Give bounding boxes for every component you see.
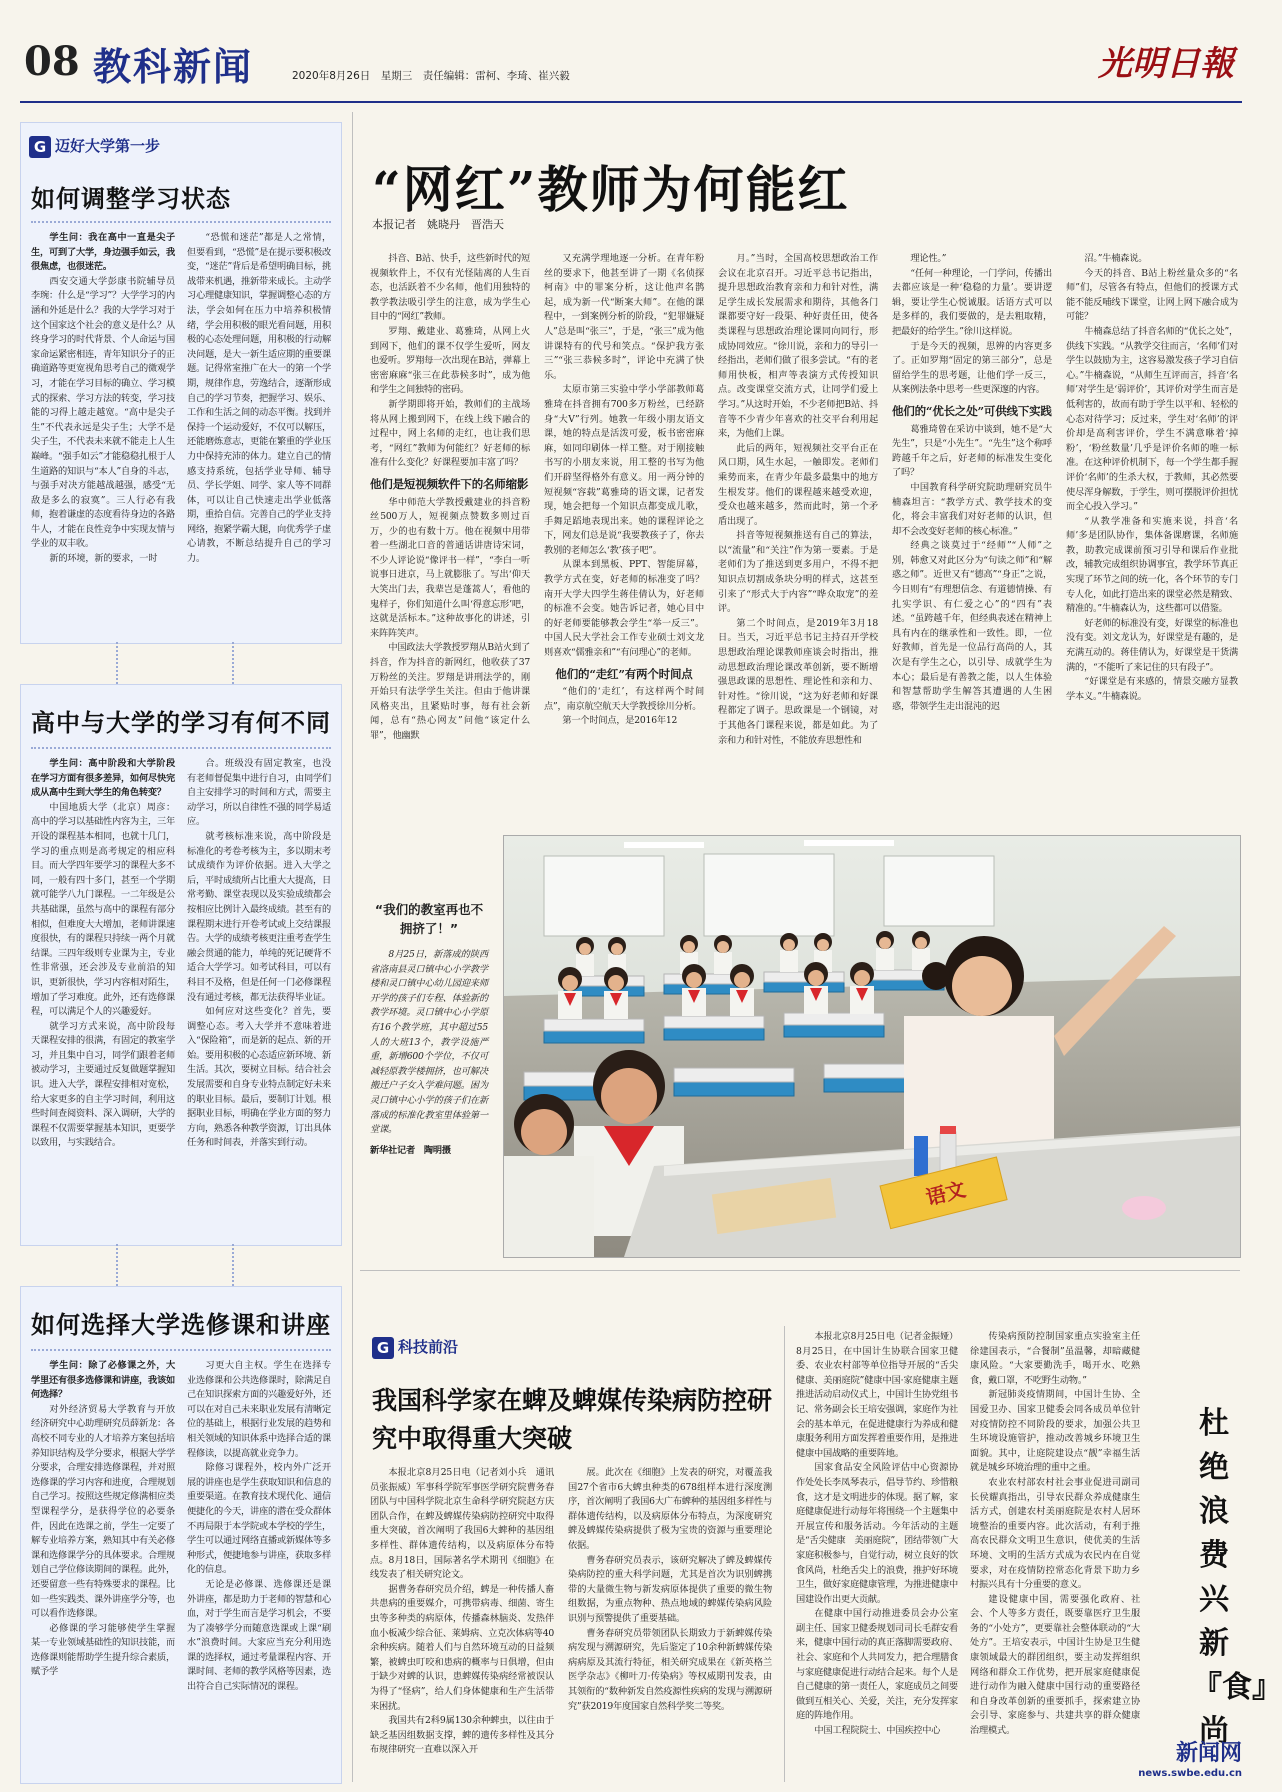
paragraph: “他们的‘走红’，有这样两个时间点”，南京航空航天大学教授徐川分析。: [544, 686, 704, 712]
sidebar-box-2: [20, 684, 342, 1246]
waste-column-1: [796, 1330, 958, 1784]
column-logo-icon: G: [372, 1337, 394, 1359]
paragraph: 我国共有2科9属130余种蜱虫，以往由于缺乏基因组数据支撑，蜱的遗传多样性及其分布规律研究一直难以深入开: [370, 1715, 554, 1756]
watermark-url: news.swbe.edu.cn: [1138, 1768, 1242, 1779]
newspaper-logo: 光明日報: [1098, 44, 1234, 84]
paragraph: 必修课的学习能够使学生掌握某一专业领域基础性的知识技能，而选修课则能帮助学生提升综合素质，赋予学: [31, 1622, 175, 1678]
column-separator: [352, 112, 353, 1782]
paragraph: 中国工程院院士、中国疾控中心: [814, 1725, 941, 1737]
watermark-text: 新闻网: [1175, 1741, 1242, 1766]
paragraph: 如何应对这些变化？首先，要调整心态。考入大学并不意味着进入“保险箱”，而是新的起点、新的开始。要用积极的心态适应新环境、新生活。其次，要树立目标。结合社会发展需要和自身专业特点制定好未来的职业目标。最后，要制订计划。根据职业目标，明确在学业方面的努力方向，熟悉各种教学资源，订出具体任务和时间表，并落实到行动。: [187, 1006, 331, 1149]
classroom-photo: [503, 835, 1241, 1258]
paragraph: “好课堂是有来感的，情景交融方显教学本义。”牛楠森说。: [1066, 676, 1238, 702]
paragraph: 中国教育科学研究院助理研究员牛楠森坦言：“教学方式、教学技术的变化，将会丰富我们对好老师的认识，但却不会改变好老师的核心标准。”: [892, 481, 1052, 537]
paragraph: 好老师的标准没有变，好课堂的标准也没有变。刘文龙认为，好课堂是有趣的，是充满互动的。蒋佳倩认为，好课堂是干货满满的，“不能听了来记住的只有段子”。: [1066, 617, 1238, 673]
column-logo-icon: G: [29, 136, 51, 158]
paragraph: 新的环境，新的要求，一时: [49, 553, 158, 565]
paragraph: 农业农村部农村社会事业促进司副司长侯耀真指出，引导农民群众养成健康生活方式，创建农村美丽庭院是农村人居环境整治的重要内容。此次活动，有利于推高农民群众文明卫生意识，使优美的生活环境、文明的生活方式成为农民内在自觉要求，对在疫情防控常态化背景下助力乡村振兴具有十分重要的意义。: [970, 1476, 1140, 1591]
paragraph: 就学习方式来说，高中阶段每天课程安排的很满，有固定的教室学习，并且集中自习，同学们跟着老师被动学习，主要通过反复做题掌握知识。进入大学，课程安排相对宽松，给大家更多的自主学习时间，利用这些时间查阅资料、深入调研，大学的课程不仅需要掌握基本知识，更要学以致用，与实践结合。: [31, 1020, 175, 1149]
paragraph: 新冠肺炎疫情期间，中国计生协、全国爱卫办、国家卫健委会同各成员单位针对疫情防控不同阶段的要求，加强公共卫生环境设施管护，推动改善城乡环境卫生面貌。其中，让庭院建设点“靓”幸福生活就是城乡环境治理的重中之重。: [970, 1389, 1140, 1474]
waste-vertical-headline: 杜绝浪费兴新『食』尚: [1192, 1406, 1282, 1749]
paragraph: 学生问：我在高中一直是尖子生，可到了大学，身边强手如云，我很焦虑，也很迷茫。: [31, 232, 175, 273]
issue-meta: 2020年8月26日 星期三 责任编辑：雷柯、李琦、崔兴毅: [292, 70, 570, 82]
paragraph: 于是今天的视频，思辨的内容更多了。正如罗翔“固定的第三部分”，总是留给学生的思考题，让他们学一反三，从案例法条中思考一些更深邃的内容。: [892, 340, 1052, 396]
sidebar-box-3: [20, 1286, 342, 1784]
paragraph: 第一个时间点，是2016年12: [562, 715, 678, 727]
paragraph: 曹务春研究员表示，该研究解决了蜱及蜱媒传染病防控的重大科学问题，尤其是首次为识别蜱携带的大量微生物与新发病原体提供了重要的微生物组数据，为重点物种、热点地域的蜱媒传染病风险识别与预警提供了重要基础。: [568, 1554, 772, 1624]
paragraph: 西安交通大学彭康书院辅导员李琬：什么是“学习”？大学学习的内涵和外延是什么？我的大学学习对于这个国家这个社会的意义是什么？从终身学习的时代背景、个人命运与国家命运紧密相连，青年知识分子的正确道路等更宽视角思考自己的微观学习，才能在学习目标的确立、学习模式的探索、学习方法的转变，学习技能的习得上越走越宽。“高中是尖子生”不代表永远是尖子生；大学不是尖子生，不代表未来就不能走上人生巅峰。“强手如云”才能稳稳扎根于人生道路的知识与“本人”自身的斗志，与强手对决方能越战越强，感受“无敌是多么的寂寞”。三人行必有我师，抱着谦虚的态度看待身边的各路牛人，才能在良性竞争中实现友情与学业的双丰收。: [31, 275, 175, 550]
paragraph: 经典之谈莫过于“经师”“人师”之别，韩愈又对此区分为“句读之师”和“解惑之师”。近世又有“德高”“身正”之说，今日则有“有理想信念、有道德情操、有扎实学识、有仁爱之心”的“四有”表述。“虽跨越千年，但经典表述在精神上具有内在的继承性和一致性。即，一位好教师，首先是一位品行高尚的人，其次是有学生之心，以引导、成就学生为本心；最后是有善教之能，以人生体验和智慧帮助学生解答其遭遇的人生困惑，带领学生走出混沌的迟: [892, 540, 1052, 712]
photo-credit: 新华社记者 陶明摄: [370, 1144, 451, 1156]
section-title: 教科新闻: [93, 44, 254, 89]
paragraph: 沼。”牛楠森说。: [1084, 253, 1148, 264]
lead-column-1: [370, 252, 530, 812]
paragraph: 传染病预防控制国家重点实验室主任徐建国表示，“合餐制”虽温馨，却暗藏健康风险。“大家要勤洗手，喝开水、吃熟食，戴口罩，不吃野生动物。”: [970, 1331, 1140, 1386]
paragraph: 本报北京8月25日电（记者金振娅）8月25日，在中国计生协联合国家卫健委、农业农村部等单位指导开展的“舌尖健康、美丽庭院”健康中国·家庭健康主题推进活动启动仪式上，中国计生协党组书记、常务副会长王培安强调，家庭作为社会的基本单元，在促进健康行为养成和健康服务利用方面发挥着重要作用，是推进健康中国战略的重要阵地。: [796, 1331, 958, 1459]
column-head-label: 迈好大学第一步: [55, 137, 161, 155]
connector: [116, 642, 118, 684]
page-number: 08: [24, 38, 80, 85]
paragraph: “恐慌和迷茫”都是人之常情，但要看到，“恐慌”是在提示要积极改变，“迷茫”背后是希望明确目标，挑战带来机遇，推新带来成长。主动学习心理健康知识，掌握调整心态的方法，学会如何在压力中培养积极情绪，学会用积极的眼光看问题，用积极的心态处理问题，用积极的行动解决问题，是大一新生适应期的重要课题。记得常室推广在大一的第一个学期，规律作息，劳逸结合，逐渐形成自己的学习节奏，把握学习、娱乐、工作和生活之间的动态平衡。找到并保持一个运动爱好，不仅可以解压，还能磨炼意志，更能在繁重的学业压力中保持充沛的体力。建立自己的情感支持系统，包括学业导师、辅导员、学长学姐、同学、家人等不同群体，可以让自己快速走出学业低落期，重拾自信。完善自己的学业支持网络，抱紧学霸大腿，向优秀学子虚心请教，不断总结提升自己的学习力。: [187, 232, 331, 565]
paragraph: 展。此次在《细胞》上发表的研究，对覆盖我国27个省市6大蜱虫种类的678组样本进行深度测序，首次阐明了我国6大广布蜱种的基因组多样性与群体遗传结构，以及病原体分布特点，为深度研究蜱及蜱媒传染病提供了极为宝贵的资源与重要理论依据。: [568, 1467, 772, 1551]
subheading: 他们的“走红”有两个时间点: [555, 666, 693, 681]
article-column-1: [31, 1359, 175, 1777]
article-column-1: [31, 757, 175, 1237]
paragraph: “从教学准备和实施来说，抖音‘名师’多是团队协作，集体备课磨课，名师施教，助教完成课前预习引导和课后作业批改，辅教完成组织协调事宜，教学环节真正实现了环节之间的统一化，各个环节的专门专人化，如此打造出来的课堂必然是精致、精准的。”牛楠森认为，这些都可以借鉴。: [1066, 515, 1238, 615]
column-separator: [784, 1326, 785, 1782]
paragraph: 本报北京8月25日电（记者刘小兵 通讯员张振威）军事科学院军事医学研究院曹务春团队与中国科学院北京生命科学研究院赵方庆团队合作，在蜱及蜱媒传染病防控研究中取得重大突破，首次阐明了我国6大蜱种的基因组多样性、群体遗传结构，以及病原体分布特点。8月18日，国际著名学术期刊《细胞》在线发表了相关研究论文。: [370, 1467, 554, 1581]
paragraph: 抖音、B站、快手，这些新时代的短视频软件上，不仅有光怪陆离的人生百态，也活跃着不少名师，他们用独特的教学教法吸引学生的注意，成为学生心目中的“网红”教师。: [370, 253, 530, 323]
article-title: 如何选择大学选修课和讲座: [31, 1310, 331, 1339]
waste-column-2: [970, 1330, 1140, 1784]
classroom-illustration: [504, 836, 1240, 1257]
paragraph: 葛雅琦曾在采访中谈到，她不是“大先生”，只是“小先生”。“先生”这个称呼跨越千年之后，好老师的标准发生变化了吗？: [892, 423, 1052, 479]
article-column-2: [187, 1359, 331, 1777]
article-title: 高中与大学的学习有何不同: [31, 708, 331, 737]
paragraph: 在健康中国行动推进委员会办公室副主任、国家卫健委规划司司长毛群安看来，健康中国行动的真正落脚需要政府、社会、家庭和个人共同发力，把合理膳食与家庭健康促进行动结合起来。每个人是自己健康的第一责任人，家庭成员之间要做到互相关心、关爱，关注，充分发挥家庭的阵地作用。: [796, 1608, 958, 1722]
caption-text: 8月25日，新落成的陕西省洛南县灵口镇中心小学教学楼和灵口镇中心幼儿园迎来师开学的孩子们专程、体验新的教学环境。灵口镇中心小学原有16个教学班，其中超过55人的大班13个，教学设施严重，新增600个学位，不仅可减轻原教学楼拥挤，也可解决搬迁户子女入学难问题。困为灵口镇中心小学的孩子们在新落成的标准化教室里体验第一堂课。: [370, 949, 488, 1136]
paragraph: 华中师范大学教授戴建业的抖音粉丝500万人，短视频点赞数多则过百万，少的也有数十万。他在视频中用带着一些湖北口音的普通话讲唐诗宋词，不少人评论说“像评书一样”，“李白一听说事日进京，马上就膨胀了。写出‘仰天大笑出门去，我辈岂是蓬蒿人’，看他的鬼样子，你们知道什么叫‘得意忘形’吧，这就是活标本。”这种故事化的讲述，引来阵阵笑声。: [370, 496, 530, 639]
paragraph: 就考核标准来说，高中阶段是标准化的考卷考核为主，多以期末考试成绩作为评价依据。进入大学之后，平时成绩所占比重大大提高，日常考勤、课堂表现以及实验成绩都会按相应比例计入最终成绩。甚至有的课程期末进行开卷考试或上交结课报告。大学的成绩考核更注重考查学生融会贯通的能力，单纯的死记硬背不适合大学学习。如考试科目，可以有科目不及格，但是任何一门必修课程没有通过考核，都无法获得毕业证。: [187, 830, 331, 1003]
article-column-2: [187, 757, 331, 1237]
paragraph: 月。”当时，全国高校思想政治工作会议在北京召开。习近平总书记指出，提升思想政治教育亲和力和针对性，满足学生成长发展需求和期待，其他各门课都要守好一段渠、种好责任田，使各类课程与思想政治理论课同向同行，形成协同效应。“徐川说，亲和力的导引一经指出，老师们做了很多尝试。“有的老师用快板，相声等表演方式传授知识点。改变课堂交流方式，让同学们爱上学习。”从这时开始，不少老师把B站、抖音等不少青少年喜欢的社交平台利用起来，为他们上课。: [718, 253, 878, 440]
lead-column-5: [1066, 252, 1238, 812]
connector: [116, 1244, 118, 1286]
paragraph: 合。班级没有固定教室，也没有老师督促集中进行自习，由同学们自主安排学习的时间和方式，需要主动学习，所以自律性不强的同学易适应。: [187, 758, 331, 828]
divider: [31, 747, 331, 749]
connector: [232, 642, 234, 684]
science-headline: 我国科学家在蜱及蜱媒传染病防控研究中取得重大突破: [372, 1386, 773, 1453]
subheading: 他们的“优长之处”可供线下实践: [892, 403, 1052, 418]
paragraph: 据曹务春研究员介绍，蜱是一种传播人畜共患病的重要媒介，可携带病毒、细菌、寄生虫等多种类的病原体，传播森林脑炎、发热伴血小板减少综合征、莱姆病、立克次体病等40余种疾病。随着人们与自然环境互动的日益频繁，被蜱虫叮咬和患病的概率与日俱增，但由于缺少对蜱的认识，患蜱媒传染病经常被误认为得了“怪病”，给人们身体健康和生产生活带来困扰。: [370, 1583, 554, 1712]
header-rule: [20, 101, 1242, 103]
divider: [31, 1349, 331, 1351]
paragraph: 太原市第三实验中学小学部教师葛雅琦在抖音拥有700多万粉丝，已经跻身“大V”行列。她教一年级小朋友语文课，她的特点是活泼可爱，板书密密麻麻，如同印刷体一样工整。对于刚接触书写的小朋友来说，用工整的书写为他们开辟坚得格外有意义。用一两分钟的短视频“容载”葛雅琦的语文课，记者发现，她会把每一个知识点都变成儿歌，手舞足蹈地表现出来。她的课程评论之下，网友们总是说“我要教孩子了，你去教别的老师怎么‘教’孩子吧”。: [544, 384, 704, 556]
paragraph: 理论性。”: [910, 253, 947, 264]
paragraph: 罗翔、戴建业、葛雅琦，从网上火到网下，他们的课不仅学生爱听，网友也爱听。罗翔每一次出现在B站，弹幕上密密麻麻“张三在此恭候多时”，成为他和学生之间独特的密码。: [370, 325, 530, 396]
lead-column-2: [544, 252, 704, 812]
sidebar-box-1: [20, 122, 342, 644]
science-column-2: [568, 1466, 772, 1784]
byline: 本报记者 姚晓丹 晋浩天: [372, 218, 504, 231]
article-column-1: [31, 231, 175, 636]
paragraph: 此后的两年，短视频社交平台正在风口期，风生水起，一触即发。老师们乘势而来，在青少年最多最集中的地方生根发芽。他们的课程越来越受欢迎，受众也越来越多，然而此时，第一个矛盾出现了。: [718, 442, 878, 527]
paragraph: 习更大自主权。学生在选择专业选修课和公共选修课时，除满足自己在知识探索方面的兴趣爱好外，还可以在对自己未来职业发展有清晰定位的基础上，根据行业发展的趋势和相关领域的知识体系中选择合适的课程修读，以提高就业竞争力。: [187, 1360, 331, 1459]
article-column-2: [187, 231, 331, 636]
science-column-1: [370, 1466, 554, 1784]
paragraph: 第二个时间点，是2019年3月18日。当天，习近平总书记主持召开学校思想政治理论课教师座谈会时指出，推动思想政治理论课改革创新，要不断增强思政课的思想性、理论性和亲和力、针对性。“徐川说，“这为好老师和好课程都定了调子。思政课是一个钢镜，对于其他各门课程来说，都是如此。为了亲和力和针对性，不能放弃思想性和: [718, 617, 878, 746]
paragraph: 对外经济贸易大学教育与开放经济研究中心助理研究员薛新龙：各高校不同专业的人才培养方案包括培养知识结构及学分要求，根据大学学分要求，合理安排选修课程，并对照选修课的学习内容和进度，合理规划自己学习。按照这些规定修满相应类型课程学分，是获得学位的必要条件，因此在选课之前，学生一定要了解专业培养方案，熟知其中有关必修课和选修课学分的具体要求。合理规划自己学位修读期间的课程。此外，还要留意一些有特殊要求的课程。比如一些实践类、课外讲座学分等，也可以看作选修课。: [31, 1403, 175, 1620]
article-title: 如何调整学习状态: [31, 184, 231, 213]
paragraph: 建设健康中国，需要强化政府、社会、个人等多方责任，既要靠医疗卫生服务的“小处方”，更要靠社会整体联动的“大处方”。王培安表示，中国计生协是卫生健康领域最大的群团组织，要主动发挥组织网络和群众工作优势，把开展家庭健康促进行动作为融入健康中国行动的重要路径和自身改革创新的重要抓手，探索建立协会引导、家庭参与、共建共享的群众健康治理模式。: [970, 1593, 1140, 1737]
paragraph: 又充满学理地逐一分析。在青年粉丝的要求下，他甚至讲了一期《名侦探柯南》中的罪案分析，这让他声名鹊起，成为新一代“断案大师”。在他的课程中，一到案例分析的阶段，“犯罪嫌疑人”总是叫“张三”，于是，“张三”成为他讲课特有的代号和笑点。“保护我方张三”“张三恭候多时”，评论中充满了快乐。: [544, 253, 704, 381]
book-label: 语文: [923, 1176, 969, 1210]
photo-caption: [370, 900, 488, 1158]
column-head: [29, 135, 160, 158]
paragraph: 抖音等短视频推送有自己的算法，以“流量”和“关注”作为第一要素。于是老师们为了推送到更多用户，不得不把知识点切割成条块分明的样式，这甚至引来了“形式大于内容”“哗众取宠”的差评。: [718, 530, 878, 615]
paragraph: 今天的抖音、B站上粉丝量众多的“名师”们，尽管各有特点，但他们的授课方式能不能反哺线下课堂，让网上网下融合成为可能？: [1066, 267, 1238, 323]
connector: [232, 1244, 234, 1286]
paragraph: 学生问：高中阶段和大学阶段在学习方面有很多差异，如何尽快完成从高中生到大学生的角色转变？: [31, 758, 175, 799]
paragraph: 中国地质大学（北京）周彦：高中的学习以基础性内容为主，三年开设的课程基本相同，也就十几门，学习的重点则是高考规定的相应科目。而大学四年要学习的课程大多不同，一般有四十多门，甚至一个学期就可能学八九门课程。一二年级是公共基础课，虽然与高中的课程有部分相似，但难度大大增加，老师讲课速度很快，有的课程只持续一两个月就结课。三四年级则专业课为主，专业性非常强，还会涉及专业前沿的知识，更新很快，学习内容相对陌生，增加了学习难度。此外，还有选修课程，可以满足个人的兴趣爱好。: [31, 801, 175, 1018]
subheading: 他们是短视频软件下的名师缩影: [370, 476, 529, 491]
paragraph: 除修习课程外，校内外广泛开展的讲座也是学生获取知识和信息的重要渠道。在教育技术现代化、通信便捷化的今天，讲座的潜在受众群体不再局限于本学院或本学校的学生，学生可以通过网络直播或新媒体等多种形式，便捷地参与讲座，获取多样化的信息。: [187, 1462, 331, 1576]
paragraph: 学生问：除了必修课之外，大学里还有很多选修课和讲座，我该如何选择？: [31, 1360, 175, 1401]
science-column-head: [372, 1336, 458, 1359]
paragraph: 国家食品安全风险评估中心资源协作处处长李凤琴表示，倡导节约、珍惜粮食，这才是文明进步的体现。据了解，家庭健康促进行动每年将围绕一个主题集中开展宣传和服务活动。今年活动的主题是“舌尖健康 美丽庭院”，团结带领广大家庭积极参与，自觉行动，树立良好的饮食风尚，杜绝舌尖上的浪费，推护好环境卫生，做好家庭健康管理，为推进健康中国建设作出更大贡献。: [796, 1462, 958, 1605]
lead-column-3: [718, 252, 878, 812]
paragraph: 曹务春研究员带领团队长期致力于新蜱媒传染病发现与溯源研究，先后鉴定了10余种新蜱媒传染病病原及其流行特征，相关研究成果在《新英格兰医学杂志》《柳叶刀·传染病》等权威期刊发表，由其领衔的“数种新发自然疫源性疾病的发现与溯源研究”获2019年度国家自然科学奖二等奖。: [568, 1627, 772, 1712]
watermark: [1138, 1741, 1242, 1784]
caption-title: “我们的教室再也不拥挤了！”: [374, 902, 484, 936]
lead-headline: “网红”教师为何能红: [372, 160, 850, 219]
paragraph: 无论是必修课、选修课还是课外讲座，都是助力于老师的智慧和心血，对于学生而言是学习机会，不要为了凑够学分而随意选课或上课“刷水”浪费时间。大家应当充分利用选课的选择权，通过考量课程内容、开课时间、老师的教学风格等因素，选出符合自己实际情况的课程。: [187, 1578, 331, 1693]
paragraph: 从课本到黑板、PPT、智能屏幕，教学方式在变，好老师的标准变了吗？南开大学大四学生蒋佳倩认为，好老师的标准不会变。她告诉记者，她心目中的好老师要能够教会学生“举一反三”。中国人民大学社会工作专业硕士刘文龙则喜欢“儒雅亲和”“有问理心”的老师。: [544, 559, 704, 659]
paragraph: 新学期即将开始，教师们的主战场将从网上搬到网下，在线上线下融合的过程中，网上名师的走红，也让我们思考，“网红”教师为何能红？好老师的标准有什么变化？好课程要加丰富了吗？: [370, 398, 530, 469]
science-column-label: 科技前沿: [398, 1338, 459, 1356]
divider: [31, 221, 331, 223]
paragraph: “任何一种理论，一门学问，传播出去都应该是一种‘稳稳的力量’。要讲逻辑，要让学生心悦诚服。话语方式可以是多样的，我们要做的，是去粗取精，把最好的给学生。”徐川这样说。: [892, 267, 1052, 337]
paragraph: 牛楠森总结了抖音名师的“优长之处”，供线下实践。“从教学交往而言，‘名师’们对学生以鼓励为主，这容易激发孩子学习自信心。”牛楠森说，“从师生互评而言，抖音‘名师’对学生是‘弱评价’，其评价对学生而言是低利害的，故而有助于学生以平和、轻松的心态对待学习；反过来，学生对‘名师’的评价却是高利害评价，学生不满意咻着‘掉粉’，‘粉丝数量’几乎是评价名师的唯一标准。在这种评价机制下，每一个学生都手握评价‘名师’的生杀大权，于教师，其必然要使尽浑身解数，于学生，则可摆脱评价担忧而全心投入学习。”: [1066, 325, 1238, 513]
paragraph: 中国政法大学教授罗翔从B站火到了抖音，作为抖音的新网红，他收获了37万粉丝的关注。罗翔是讲刑法学的，刚开始只有法学学生关注。但由于他讲课风格夹出，且紧贴时事，每有社会新闻，总有“热心网友”问他“该定什么罪”，他幽默: [370, 642, 530, 741]
section-rule: [360, 1270, 1240, 1271]
lead-column-4: [892, 252, 1052, 812]
